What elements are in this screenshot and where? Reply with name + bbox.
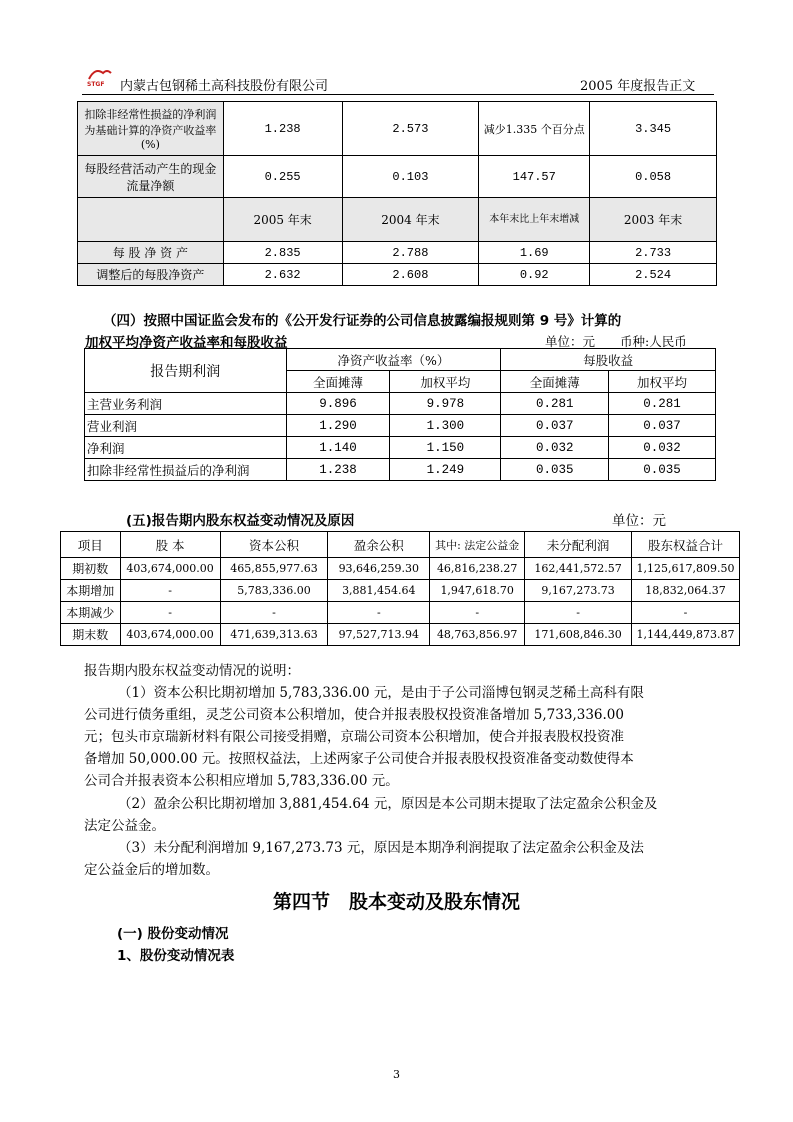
company-logo	[85, 67, 115, 87]
table-header-row	[78, 198, 717, 242]
para1-line: （1）资本公积比期初增加 5,783,336.00 元，是由于子公司淄博包钢灵芝稀土高科有限	[118, 685, 644, 701]
table-cell: 2.608	[342, 264, 479, 286]
table-cell: 403,674,000.00	[120, 624, 220, 646]
header-rule	[82, 94, 714, 95]
table-cell: 48,763,856.97	[430, 624, 525, 646]
section4-unit: 单位：元 币种:人民币	[545, 334, 687, 349]
table-cell: 2.788	[342, 242, 479, 264]
table-cell: 5,783,336.00	[220, 580, 328, 602]
table-cell: 0.032	[501, 437, 609, 459]
table-cell: 46,816,238.27	[430, 558, 525, 580]
table-cell: 2.632	[223, 264, 342, 286]
table-row	[78, 264, 717, 286]
table-cell: 减少1.335 个百分点	[479, 102, 590, 156]
table-header-cell: 2005 年末	[223, 198, 342, 242]
page-number: 3	[393, 1068, 400, 1081]
para3-line: （3）未分配利润增加 9,167,273.73 元，原因是本期净利润提取了法定盈余公积金及法	[118, 840, 644, 856]
header-company: 内蒙古包钢稀土高科技股份有限公司	[120, 79, 329, 94]
table-cell: 0.92	[479, 264, 590, 286]
table-cell: 1.69	[479, 242, 590, 264]
svg-text:STGF: STGF	[87, 81, 105, 87]
table-cell: 18,832,064.37	[632, 580, 740, 602]
table-cell: 1.290	[286, 415, 390, 437]
table-header-cell: 项目	[61, 532, 121, 558]
table-cell: 0.035	[501, 459, 609, 481]
table-row	[61, 558, 740, 580]
para1-line: 元；包头市京瑞新材料有限公司接受捐赠，京瑞公司资本公积增加，使合并报表股权投资准	[84, 729, 624, 745]
table-row	[61, 580, 740, 602]
table-cell: 0.058	[590, 156, 717, 198]
table-header-cell: 加权平均	[609, 371, 716, 393]
table-row	[61, 602, 740, 624]
chapter-sub1: (一) 股份变动情况	[117, 926, 229, 942]
table-header-cell: 全面摊薄	[286, 371, 390, 393]
table-cell: 调整后的每股净资产	[78, 264, 224, 286]
eps-roe-table	[84, 348, 716, 481]
table-cell: 期初数	[61, 558, 121, 580]
table-cell: 0.281	[501, 393, 609, 415]
table-cell: 每股经营活动产生的现金流量净额	[78, 156, 224, 198]
table-row	[85, 437, 716, 459]
table-cell: -	[632, 602, 740, 624]
table-cell: 1.249	[390, 459, 501, 481]
section5-unit: 单位：元	[612, 513, 666, 529]
para1-line: 公司合并报表资本公积相应增加 5,783,336.00 元。	[84, 773, 399, 789]
table-cell: 162,441,572.57	[525, 558, 632, 580]
table-cell: 0.255	[223, 156, 342, 198]
equity-change-table	[60, 531, 740, 646]
chapter-title: 第四节 股本变动及股东情况	[272, 891, 520, 913]
table-cell: 主营业务利润	[85, 393, 287, 415]
table-cell: 本期减少	[61, 602, 121, 624]
table-cell: 147.57	[479, 156, 590, 198]
table-cell: 0.103	[342, 156, 479, 198]
table-header-cell	[78, 198, 224, 242]
table-row	[78, 156, 717, 198]
table-header-cell: 全面摊薄	[501, 371, 609, 393]
table-header-cell: 资本公积	[220, 532, 328, 558]
table-cell: 扣除非经常性损益的净利润为基础计算的净资产收益率(%)	[78, 102, 224, 156]
table-cell: 9.896	[286, 393, 390, 415]
table-cell: 9.978	[390, 393, 501, 415]
table-cell: 465,855,977.63	[220, 558, 328, 580]
table-cell: 97,527,713.94	[328, 624, 430, 646]
table-cell: 3,881,454.64	[328, 580, 430, 602]
table-header-cell: 本年末比上年末增减	[479, 198, 590, 242]
table-cell: 1,125,617,809.50	[632, 558, 740, 580]
table-row	[61, 624, 740, 646]
table-header-cell: 净资产收益率（%）	[286, 349, 501, 371]
table-cell: 0.037	[609, 415, 716, 437]
table-cell: 403,674,000.00	[120, 558, 220, 580]
table-header-cell: 2004 年末	[342, 198, 479, 242]
table-cell: 每 股 净 资 产	[78, 242, 224, 264]
section4-title-line2: 加权平均净资产收益率和每股收益	[85, 335, 288, 351]
para3-line: 定公益金后的增加数。	[84, 862, 219, 878]
para1-line: 备增加 50,000.00 元。按照权益法，上述两家子公司使合并报表股权投资准备变动数使得本	[84, 751, 634, 767]
table-cell: 9,167,273.73	[525, 580, 632, 602]
section5-title: (五)报告期内股东权益变动情况及原因	[126, 513, 355, 529]
table-row	[78, 102, 717, 156]
table-cell: 171,608,846.30	[525, 624, 632, 646]
table-cell: 1,144,449,873.87	[632, 624, 740, 646]
table-cell: 扣除非经常性损益后的净利润	[85, 459, 287, 481]
para2-line: 法定公益金。	[84, 818, 165, 834]
table-cell: 1.140	[286, 437, 390, 459]
table-cell: 1.238	[286, 459, 390, 481]
table-cell: 1,947,618.70	[430, 580, 525, 602]
table-header-cell: 每股收益	[501, 349, 716, 371]
table-cell: -	[525, 602, 632, 624]
table-cell: 2.573	[342, 102, 479, 156]
table-row	[85, 459, 716, 481]
table-cell: 0.032	[609, 437, 716, 459]
table-header-row	[61, 532, 740, 558]
table-cell: -	[430, 602, 525, 624]
table-row	[78, 242, 717, 264]
table-cell: 2.733	[590, 242, 717, 264]
section4-title-line1: （四）按照中国证监会发布的《公开发行证券的公司信息披露编报规则第 9 号》计算的	[103, 313, 622, 329]
table-header-cell: 加权平均	[390, 371, 501, 393]
header-report: 2005 年度报告正文	[580, 79, 696, 94]
table-cell: 2.524	[590, 264, 717, 286]
para1-line: 公司进行债务重组，灵芝公司资本公积增加，使合并报表股权投资准备增加 5,733,336.00	[84, 707, 624, 723]
table-cell: 期末数	[61, 624, 121, 646]
table-cell: 3.345	[590, 102, 717, 156]
table-cell: 0.281	[609, 393, 716, 415]
table-cell: -	[120, 580, 220, 602]
financial-indicators-table	[77, 101, 717, 286]
table-header-cell: 股 本	[120, 532, 220, 558]
table-cell: 2.835	[223, 242, 342, 264]
table-cell: 93,646,259.30	[328, 558, 430, 580]
table-row	[85, 415, 716, 437]
table-row	[85, 393, 716, 415]
table-cell: -	[328, 602, 430, 624]
table-cell: 471,639,313.63	[220, 624, 328, 646]
table-cell: 1.300	[390, 415, 501, 437]
para2-line: （2）盈余公积比期初增加 3,881,454.64 元，原因是本公司期末提取了法定盈余公积金及	[118, 796, 658, 812]
table-cell: 营业利润	[85, 415, 287, 437]
table-header-row	[85, 349, 716, 371]
table-cell: 1.150	[390, 437, 501, 459]
table-header-cell: 未分配利润	[525, 532, 632, 558]
table-cell: -	[220, 602, 328, 624]
table-cell: 1.238	[223, 102, 342, 156]
table-header-cell: 报告期利润	[85, 349, 287, 393]
table-cell: -	[120, 602, 220, 624]
table-cell: 本期增加	[61, 580, 121, 602]
table-header-cell: 股东权益合计	[632, 532, 740, 558]
explanation-heading: 报告期内股东权益变动情况的说明：	[84, 663, 300, 679]
table-cell: 0.037	[501, 415, 609, 437]
table-header-cell: 盈余公积	[328, 532, 430, 558]
chapter-sub2: 1、股份变动情况表	[117, 948, 235, 964]
table-cell: 0.035	[609, 459, 716, 481]
table-cell: 净利润	[85, 437, 287, 459]
table-header-cell: 其中: 法定公益金	[430, 532, 525, 558]
table-header-cell: 2003 年末	[590, 198, 717, 242]
